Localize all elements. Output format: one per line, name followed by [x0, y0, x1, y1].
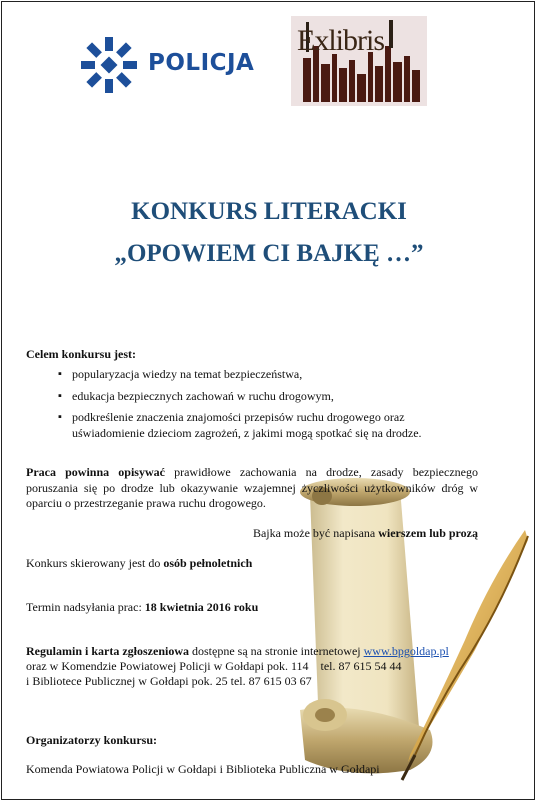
work-text: prawidłowe zachowania na drodze, zasady bezpiecznego poruszania się po drodze lub okazywanie wzajemnej życzliwości użytkowników dróg w oparciu o przestrzeganie prawa ruchu drogowego. [26, 465, 478, 510]
organizers-text: Komenda Powiatowa Policji w Gołdapi i Biblioteka Publiczna w Gołdapi [26, 762, 380, 776]
audience-value: osób pełnoletnich [163, 556, 253, 570]
list-item: ▪ podkreślenie znaczenia znajomości przepisów ruchu drogowego oraz uświadomienie dzieciom zagrożeń, z jakimi mogą spotkać się na drodze. [58, 410, 478, 441]
exlibris-logo [291, 16, 427, 106]
deadline-label: Termin nadsyłania prac: [26, 600, 145, 614]
form-label: Bajka może być napisana [252, 526, 379, 540]
rules-line-1 [26, 644, 478, 660]
goal-list [58, 367, 478, 447]
work-lead: Praca powinna opisywać [26, 465, 165, 479]
audience-label: Konkurs skierowany jest do [26, 556, 164, 570]
rules-heading: Regulamin i karta zgłoszeniowa [26, 644, 189, 658]
work-description [26, 465, 478, 512]
rules-text: dostępne są na stronie internetowej [189, 644, 364, 658]
list-item: ▪ popularyzacja wiedzy na temat bezpieczeństwa, [58, 367, 478, 383]
list-item: ▪ edukacja bezpiecznych zachowań w ruchu drogowym, [58, 389, 478, 405]
audience-text [26, 556, 252, 572]
form-text [26, 526, 478, 542]
police-star-icon [78, 34, 140, 96]
website-link[interactable]: www.bpgoldap.pl [363, 644, 449, 658]
page-title: KONKURS LITERACKI [131, 198, 407, 225]
rules-line-2: oraz w Komendzie Powiatowej Policji w Gołdapi pok. 114 tel. 87 615 54 44 [26, 659, 402, 673]
policja-logo-text: POLICJA [148, 50, 255, 76]
rules-line-3: i Bibliotece Publicznej w Gołdapi pok. 25 tel. 87 615 03 67 [26, 674, 312, 688]
goal-heading: Celem konkursu jest: [26, 347, 136, 361]
deadline-value: 18 kwietnia 2016 roku [144, 600, 259, 614]
deadline-text [26, 600, 258, 616]
policja-logo [78, 34, 268, 94]
exlibris-logo-text: Exlibris [297, 24, 384, 57]
organizers-heading: Organizatorzy konkursu: [26, 733, 158, 747]
page-subtitle: „OPOWIEM CI BAJKĘ …” [114, 240, 424, 267]
form-value: wierszem lub prozą [378, 526, 478, 540]
scroll-quill-illustration [290, 470, 530, 790]
